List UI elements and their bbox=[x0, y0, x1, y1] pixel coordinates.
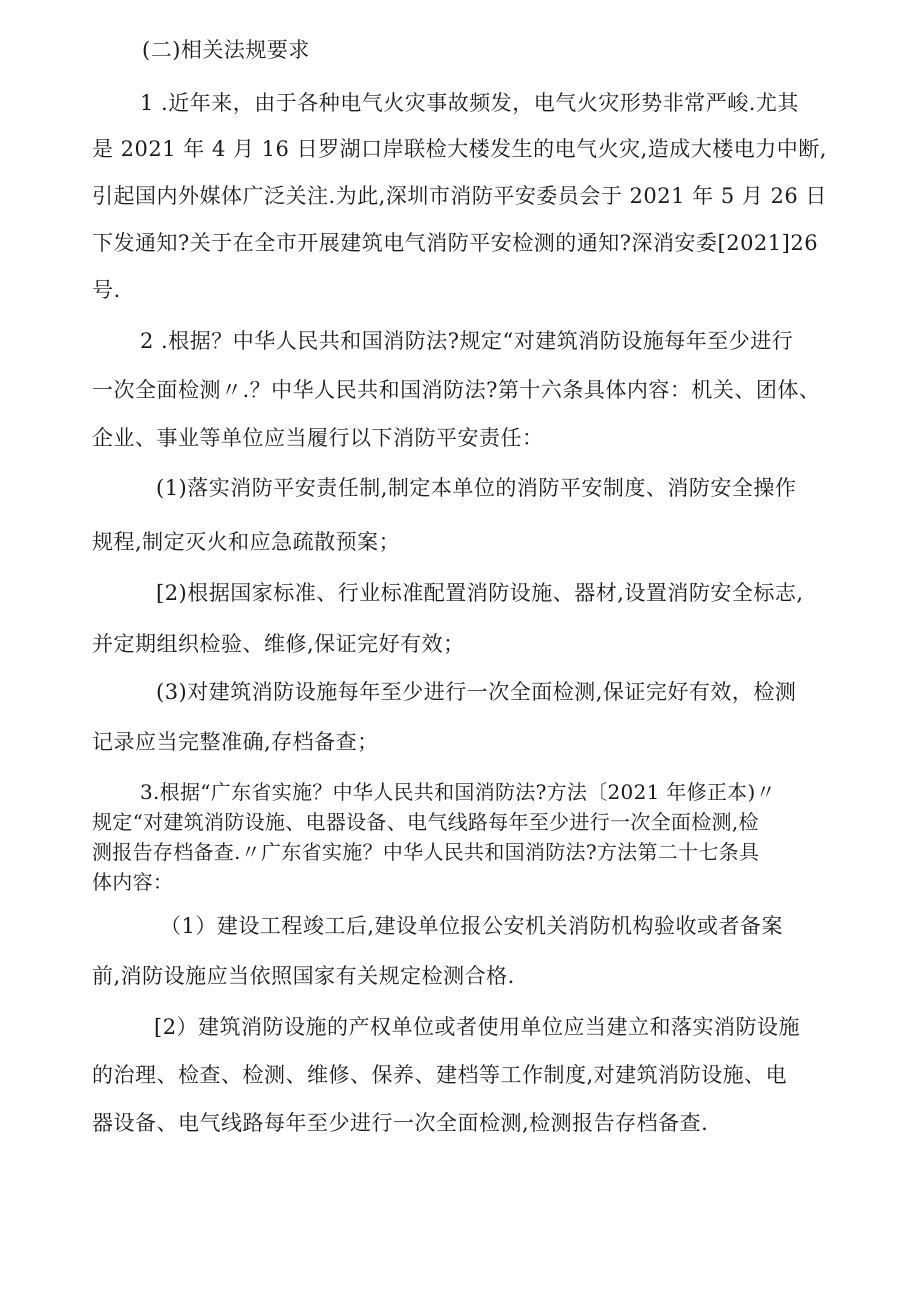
item-3-line-2: 记录应当完整准确,存档备查； bbox=[92, 730, 379, 754]
sub-item-2-line-1: [2）建筑消防设施的产权单位或者使用单位应当建立和落实消防设施 bbox=[154, 1015, 801, 1039]
section-heading: (二)相关法规要求 bbox=[142, 38, 310, 62]
item-1-line-1: (1)落实消防平安责任制,制定本单位的消防平安制度、消防安全操作 bbox=[156, 476, 797, 500]
paragraph-1-line-5: 号. bbox=[92, 278, 121, 302]
item-2-line-1: [2)根据国家标准、行业标准配置消防设施、器材,设置消防安全标志, bbox=[156, 581, 804, 605]
paragraph-2-line-2: 一次全面检测〃.？中华人民共和国消防法?第十六条具体内容：机关、团体、 bbox=[92, 378, 821, 402]
item-3-line-1: (3)对建筑消防设施每年至少进行一次全面检测,保证完好有效，检测 bbox=[156, 680, 797, 704]
paragraph-1-line-2: 是 2021 年 4 月 16 日罗湖口岸联检大楼发生的电气火灾,造成大楼电力中断, bbox=[92, 137, 827, 161]
item-1-line-2: 规程,制定灭火和应急疏散预案； bbox=[92, 530, 401, 554]
paragraph-1-line-4: 下发通知?关于在全市开展建筑电气消防平安检测的通知?深消安委[2021]26 bbox=[92, 231, 819, 255]
paragraph-3-line-2: 规定“对建筑消防设施、电器设备、电气线路每年至少进行一次全面检测,检 bbox=[92, 810, 759, 834]
paragraph-3-line-3: 测报告存档备查.〃广东省实施？中华人民共和国消防法?方法第二十七条具 bbox=[92, 840, 760, 864]
paragraph-3-line-4: 体内容： bbox=[92, 870, 174, 894]
sub-item-1-line-2: 前,消防设施应当依照国家有关规定检测合格. bbox=[92, 964, 515, 988]
item-2-line-2: 并定期组织检验、维修,保证完好有效； bbox=[92, 632, 465, 656]
paragraph-1-line-1: 1 .近年来，由于各种电气火灾事故频发，电气火灾形势非常严峻.尤其 bbox=[140, 91, 799, 115]
sub-item-2-line-2: 的治理、检查、检测、维修、保养、建档等工作制度,对建筑消防设施、电 bbox=[92, 1063, 788, 1087]
sub-item-2-line-3: 器设备、电气线路每年至少进行一次全面检测,检测报告存档备查. bbox=[92, 1111, 709, 1135]
paragraph-2-line-1: 2 .根据？中华人民共和国消防法?规定“对建筑消防设施每年至少进行 bbox=[140, 329, 794, 353]
paragraph-3-line-1: 3.根据“广东省实施？中华人民共和国消防法?方法〔2021 年修正本)〃 bbox=[140, 780, 776, 804]
paragraph-1-line-3: 引起国内外媒体广泛关注.为此,深圳市消防平安委员会于 2021 年 5 月 26 日 bbox=[92, 184, 827, 208]
paragraph-2-line-3: 企业、事业等单位应当履行以下消防平安责任： bbox=[92, 426, 544, 450]
sub-item-1-line-1: （1）建设工程竣工后,建设单位报公安机关消防机构验收或者备案 bbox=[160, 914, 784, 938]
